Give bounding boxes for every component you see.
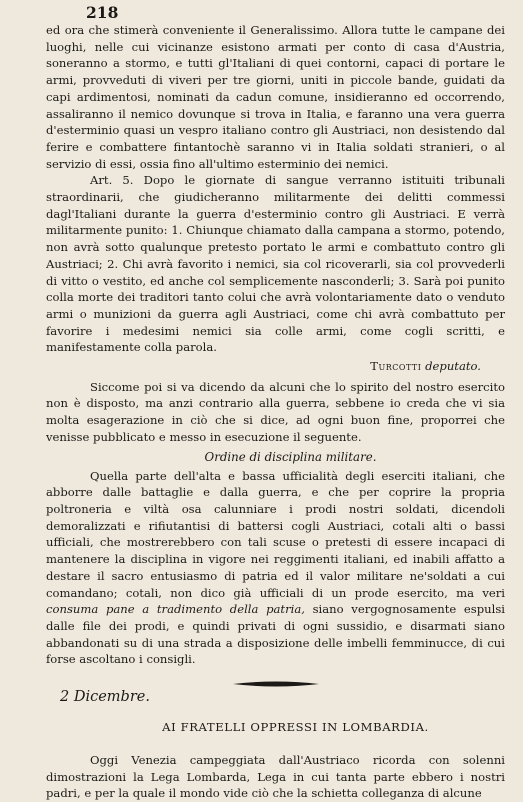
order-text-italic: consuma pane a tradimento della patria, (46, 602, 305, 617)
order-text-end: siano vergognosamente espulsi dalle file dei prodi, e quindi privati di ogni sussidio, e disarmati siano abbandonati su di una strada a disposizione delle imbelli femminucce, di cui forse ascoltano i consigli. (46, 602, 505, 667)
paragraph-venezia: Oggi Venezia campeggiata dall'Austriaco ricorda con solenni dimostrazioni la Lega Lombarda, Lega in cui tanta parte ebbero i nostri padri, e per la quale il mondo vide ciò che la schietta colleganza di alcune (46, 753, 505, 801)
paragraph-proposal: Siccome poi si va dicendo da alcuni che lo spirito del nostro esercito non è disposto, ma anzi contrario alla guerra, sebbene io creda che vi sia molta esagerazione in ciò che si dice, ad ogni buon fine, proporrei che venisse pubblicato e messo in esecuzione il seguente. (46, 379, 505, 444)
signature-name: Turcotti (370, 359, 422, 374)
paragraph-article-5: Art. 5. Dopo le giornate di sangue verranno istituiti tribunali straordinarii, che giudicheranno militarmente dei delitti commessi dagl'Italiani durante la guerra d'esterminio contro gli Austriaci. E verrà militarmente punito: 1. Chiunque chiamato dalla campana a stormo, potendo, non avrà sotto qualunque pretesto portato le armi e combattuto contro gli Austriaci; 2. Chi avrà favorito i nemici, sia col ricoverarli, sia col provvederli di vitto o vestito, ed anche col semplicemente nasconderli; 3. Sarà poi punito colla morte dei traditori tanto colui che avrà volontariamente dato o venduto armi o munizioni da guerra agli Austriaci, come chi avrà combattuto per favorire i medesimi nemici sia colle armi, come cogli scritti, e manifestamente colla parola. (46, 173, 505, 355)
signature-role: deputato. (425, 359, 481, 374)
order-subheading: Ordine di disciplina militare. (204, 449, 377, 464)
paragraph-order (46, 468, 505, 668)
date-row (46, 686, 505, 710)
page-number: 218 (86, 3, 119, 22)
order-text-start: Quella parte dell'alta e bassa ufficialità degli eserciti italiani, che abborre dalle battaglie e dalla guerra, e che per coprire la propria poltroneria e viltà osa calunniare i prodi nostri soldati, dicendoli demoralizzati e rifiutantisi di battersi cogli Austriaci, cotali alti o bassi ufficiali, che mostrerebbero con tali scuse o pretesti di essere incapaci di mantenere la disciplina in vigore nei reggimenti italiani, ed inabili affatto a destare il sacro entusiasmo di patria ed il valor militare ne'soldati a cui comandano; cotali, non dico già ufficiali di un prode esercito, ma veri (46, 468, 505, 600)
section-heading: AI FRATELLI OPPRESSI IN LOMBARDIA. (162, 720, 429, 735)
paragraph-article-end: ed ora che stimerà conveniente il Generalissimo. Allora tutte le campane dei luoghi, nelle cui vicinanze esistono armati per conto di casa d'Austria, soneranno a stormo, e tutti gl'Italiani di quei contorni, capaci di portare le armi, provveduti di viveri per tre giorni, uniti in piccole bande, guidati da capi ardimentosi, nominati da cadun comune, insidieranno ed occorrendo, assaliranno il nemico dovunque si trova in Italia, e faranno una vera guerra d'esterminio quasi un vespro italiano contro gli Austriaci, non desistendo dal ferire e combattere fintantochè saranno vi in Italia soldati stranieri, o al servizio di essi, ossia fino all'ultimo esterminio dei nemici. (46, 23, 505, 171)
signature-line (46, 358, 481, 375)
entry-date: 2 Dicembre. (60, 689, 150, 706)
